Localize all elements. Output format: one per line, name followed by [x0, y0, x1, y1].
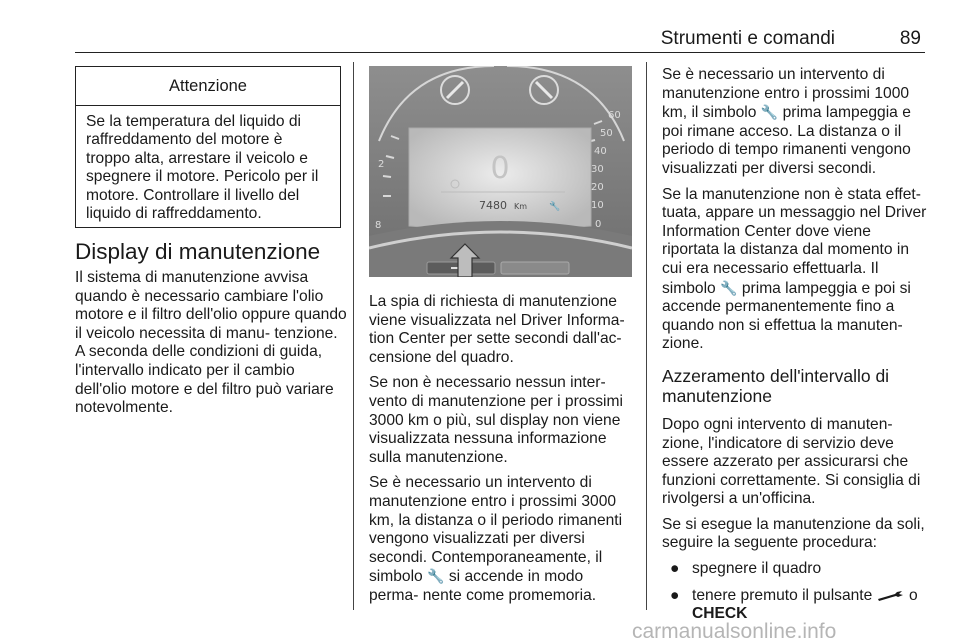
odometer-unit: Km [514, 202, 528, 211]
speed-scale-label: 0 [595, 219, 602, 230]
wrench-icon: 🔧 [427, 568, 445, 585]
paragraph-text: Se la manutenzione non è stata effet- tuata, appare un messaggio nel Driver Information Center dove viene riportata la distanza dal momento in cui era necessario effettuarla. Il simbolo [662, 185, 927, 297]
speed-scale-label: 20 [591, 182, 604, 193]
paragraph: Se non è necessario nessun inter- vento di manutenzione per i prossimi 3000 km o più, sul display non viene visualizzata nessuna informazione sulla manutenzione. [369, 374, 623, 466]
paragraph-text: si accende in modo perma- nente come promemoria. [369, 568, 597, 604]
subsection-heading: Azzeramento dell'intervallo di manutenzione [662, 365, 890, 406]
instrument-cluster-illustration [369, 66, 632, 277]
instrument-cluster-figure [369, 66, 632, 277]
odometer-value: 7480 [479, 199, 507, 212]
chapter-title: Strumenti e comandi [660, 28, 835, 49]
speed-scale-label: 60 [608, 110, 621, 121]
paragraph: Se si esegue la manutenzione da soli, seguire la seguente procedura: [662, 515, 925, 552]
speed-scale-label: 10 [591, 200, 604, 211]
speed-readout: 0 [490, 151, 510, 186]
column-divider [646, 62, 647, 610]
check-button [501, 262, 569, 274]
list-item-text: tenere premuto il pulsante [692, 586, 873, 604]
warning-title: Attenzione [76, 67, 340, 106]
intro-paragraph: Il sistema di manutenzione avvisa quando è necessario cambiare l'olio motore e il filtro dell'olio oppure quando il veicolo necessita di manu- tenzione. A seconda delle condizioni di guida, l'intervallo indicato per il cambio dell'olio motore e del filtro può variare notevolmente. [75, 269, 347, 417]
speed-scale-label: 40 [594, 146, 607, 157]
procedure-list [662, 560, 928, 624]
list-item [662, 560, 928, 579]
speed-scale-label: 30 [591, 164, 604, 175]
bullet-icon: ● [670, 586, 680, 604]
right-column [662, 66, 928, 632]
warning-box [75, 66, 341, 228]
list-item [662, 587, 928, 624]
watermark: carmanualsonline.info [632, 620, 837, 643]
wrench-icon: 🔧 [549, 202, 561, 212]
svg-text:8: 8 [375, 220, 382, 231]
wrench-button-icon [877, 590, 905, 602]
wrench-icon: 🔧 [760, 104, 779, 121]
section-heading: Display di manutenzione [75, 239, 321, 264]
list-item-text: o [909, 586, 918, 604]
page-header [75, 26, 925, 53]
check-label: CHECK [692, 605, 748, 623]
paragraph-text: prima lampeggia e poi si accende permanentemente fino a quando non si effettua la manuten- zione. [662, 279, 911, 353]
left-column [75, 239, 347, 425]
speed-scale-label: 50 [600, 128, 613, 139]
paragraph: La spia di richiesta di manutenzione viene visualizzata nel Driver Informa- tion Center per sette secondi dall'ac- censione del quadro. [369, 293, 625, 366]
list-item-text: spegnere il quadro [692, 560, 822, 578]
page-number: 89 [899, 28, 921, 49]
middle-column [369, 293, 635, 613]
paragraph [662, 186, 928, 354]
paragraph [662, 66, 928, 179]
paragraph: Dopo ogni intervento di manuten- zione, l'indicatore di servizio deve essere azzerato per assicurarsi che funzioni correttamente. Si consiglia di rivolgersi a un'officina. [662, 415, 921, 508]
paragraph-text: prima lampeggia e poi rimane acceso. La distanza o il periodo di tempo rimanenti vengono visualizzati per diversi secondi. [662, 104, 911, 177]
svg-text:2: 2 [378, 159, 385, 170]
paragraph-text: Se è necessario un intervento di manutenzione entro i prossimi 1000 km, il simbolo [662, 66, 910, 122]
paragraph-text: Se è necessario un intervento di manutenzione entro i prossimi 3000 km, la distanza o il periodo rimanenti vengono visualizzati per diversi secondi. Contemporaneamente, il simbolo [369, 474, 623, 586]
column-divider [353, 62, 354, 610]
paragraph [369, 474, 635, 605]
wrench-icon: 🔧 [720, 279, 738, 296]
bullet-icon: ● [670, 560, 680, 578]
warning-text: Se la temperatura del liquido di raffreddamento del motore è troppo alta, arrestare il veicolo e spegnere il motore. Pericolo per il motore. Controllare il livello del liquido di raffreddamento. [86, 113, 319, 223]
